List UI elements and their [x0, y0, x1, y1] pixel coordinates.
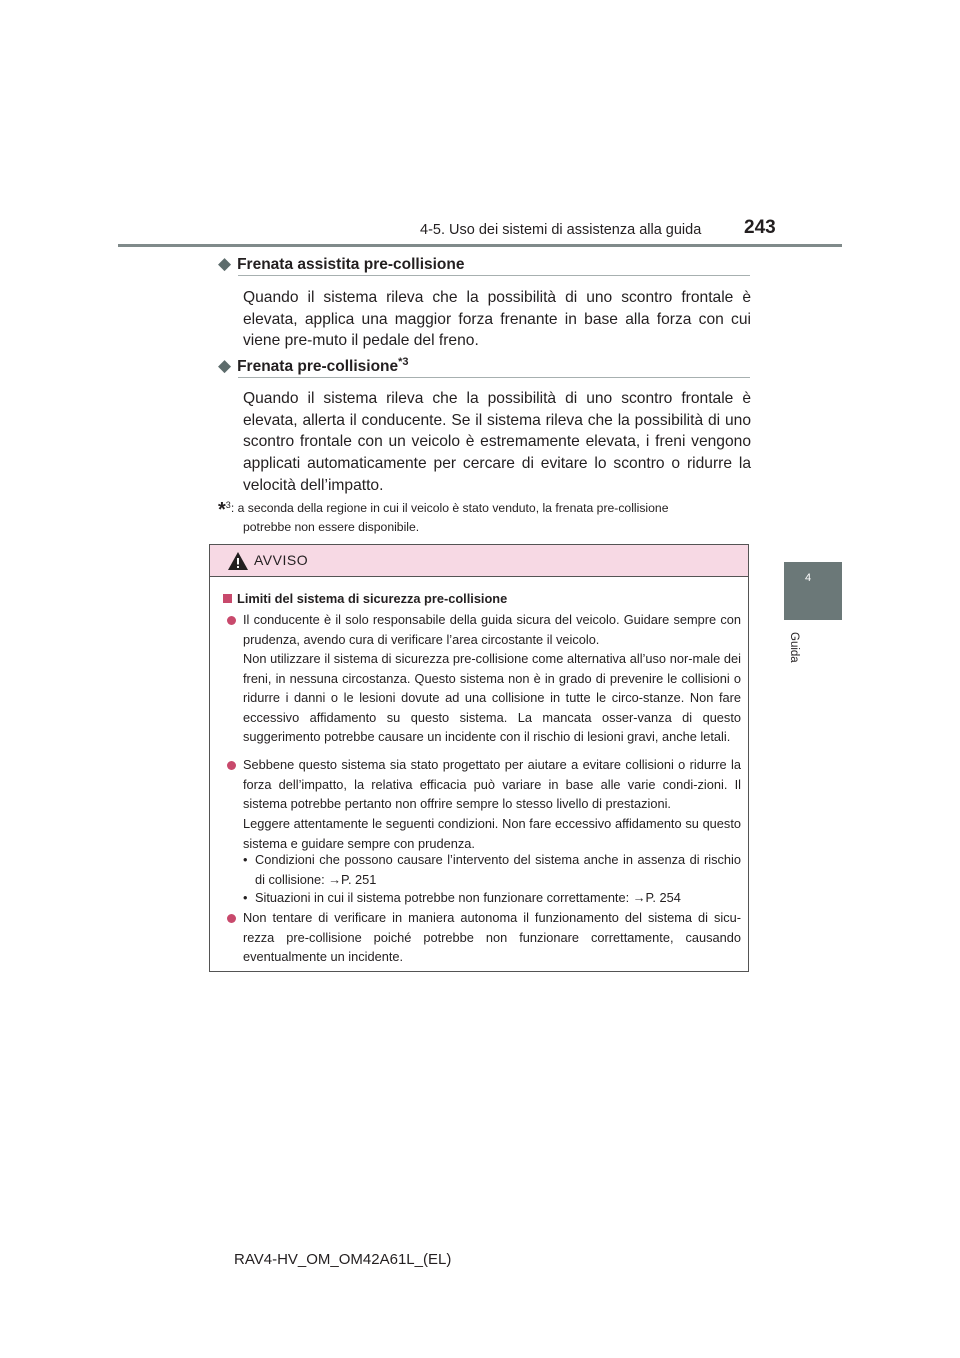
- section-heading: [218, 254, 750, 274]
- warning-list-item-text: Situazioni in cui il sistema potrebbe non funzionare correttamente: →P. 254: [255, 890, 681, 905]
- warning-list-item: [243, 888, 741, 908]
- warning-heading: [223, 589, 507, 609]
- warning-list-item: [243, 850, 741, 889]
- section-rule: [238, 275, 750, 276]
- section-title: Frenata assistita pre-collisione: [237, 256, 465, 273]
- diamond-icon: ◆: [218, 356, 232, 376]
- warning-item-text: Leggere attentamente le seguenti condizioni. Non fare eccessivo affidamento su questo sistema e guidare sempre con prudenza.: [243, 816, 741, 851]
- warning-header: [210, 545, 748, 577]
- warning-list-item-text: Condizioni che possono causare l’intervento del sistema anche in assenza di rischio di collisione: →P. 251: [255, 852, 741, 887]
- diamond-icon: ◆: [218, 254, 232, 273]
- circle-bullet-icon: [227, 914, 236, 923]
- section-title-footnote-ref: *3: [398, 356, 409, 368]
- warning-item-text: Non tentare di verificare in maniera autonoma il funzionamento del sistema di sicu-rezza pre-collisione poiché potrebbe non funzionare correttamente, causando eventualmente un incidente.: [243, 910, 741, 965]
- warning-box: [209, 544, 749, 972]
- chapter-label-text: Guida: [788, 632, 800, 663]
- chapter-number: 4: [805, 572, 812, 584]
- footnote-text: : a seconda della regione in cui il veicolo è stato venduto, la frenata pre-collisione: [230, 501, 669, 515]
- chapter-label: [786, 632, 800, 672]
- footnote-text-continued: potrebbe non essere disponibile.: [243, 520, 420, 534]
- bullet-dot-icon: •: [243, 890, 248, 905]
- page-number: 243: [744, 217, 776, 238]
- warning-heading-text: Limiti del sistema di sicurezza pre-collisione: [237, 591, 508, 606]
- section-body: Quando il sistema rileva che la possibilità di uno scontro frontale è elevata, allerta il conducente. Se il sistema rileva che la possibilità di uno scontro frontale con un veicolo è estremamente elevata, i freni vengono applicati automaticamente per cercare di evitare lo scontro o ridurre la velocità dell’impatto.: [243, 390, 751, 494]
- header-section-title: 4-5. Uso dei sistemi di assistenza alla guida: [420, 222, 702, 238]
- warning-item-text: Il conducente è il solo responsabile della guida sicura del veicolo. Guidare sempre con prudenza, avendo cura di verificare l’area circostante il veicolo.: [243, 612, 741, 647]
- square-bullet-icon: [223, 594, 232, 603]
- section-rule: [238, 377, 750, 378]
- footer-code: RAV4-HV_OM_OM42A61L_(EL): [234, 1251, 452, 1268]
- footnote-number: 3: [225, 500, 231, 510]
- warning-title: AVVISO: [254, 552, 309, 568]
- circle-bullet-icon: [227, 616, 236, 625]
- warning-triangle-icon: [227, 551, 249, 571]
- section-heading: [218, 356, 750, 376]
- section-body: Quando il sistema rileva che la possibilità di uno scontro frontale è elevata, applica una maggior forza frenante in base alla forza con cui viene pre-muto il pedale del freno.: [243, 289, 751, 350]
- warning-item-text: Sebbene questo sistema sia stato progettato per aiutare a evitare collisioni o ridurre la forza dell’impatto, la relativa efficacia può variare in base alle varie condi-zioni. Il sistema potrebbe pertanto non offrire sempre lo stesso livello di prestazioni.: [243, 757, 741, 812]
- chapter-tab: [784, 562, 842, 620]
- header-rule: [118, 244, 842, 247]
- circle-bullet-icon: [227, 761, 236, 770]
- footnote-marker: *: [218, 499, 226, 521]
- warning-item-text: Non utilizzare il sistema di sicurezza pre-collisione come alternativa all’uso nor-male dei freni, in nessuna circostanza. Questo sistema non è in grado di prevenire le collisioni o ridurre i danni o le lesioni dovute ad una collisione in tutte le circo-stanze. Non fare eccessivo affidamento su questo sistema. La mancata osser-vanza di questo suggerimento potrebbe causare un incidente con il rischio di lesioni gravi, anche letali.: [243, 651, 741, 745]
- section-title: Frenata pre-collisione: [237, 358, 399, 376]
- bullet-dot-icon: •: [243, 852, 248, 867]
- footnote: [218, 497, 751, 536]
